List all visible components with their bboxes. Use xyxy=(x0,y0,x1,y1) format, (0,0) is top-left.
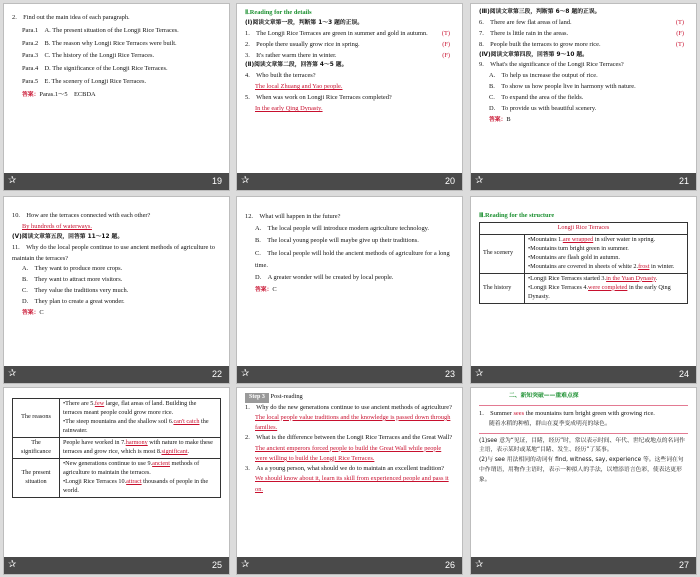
note-1: (1)see 意为“见证，目睹，经历”时，常以表示时间、年代、世纪或地点的名词作主语，表示某时或某地“目睹、发生、经历”了某事。 xyxy=(479,437,685,454)
slide-footer xyxy=(237,173,462,190)
question-10: 10. How are the terraces connected with each other? xyxy=(12,212,151,219)
option: A. The local people will introduce modern agriculture technology. xyxy=(255,225,430,233)
option: A. They want to produce more crops. xyxy=(22,265,123,273)
option: A. To help us increase the output of rice. xyxy=(489,72,598,80)
slide-20[interactable] xyxy=(236,3,463,191)
tf-item: 3. It's rather warm there in winter. (F) xyxy=(245,51,450,59)
row-label: The history xyxy=(480,273,525,303)
question-12: 12. What will happen in the future? xyxy=(245,213,341,220)
sub-heading: (Ⅴ)阅读文章第五段，回答第 11～12 题。 xyxy=(12,233,124,240)
slide-25[interactable] xyxy=(3,387,230,575)
sub-heading: (Ⅳ)阅读文章第四段，回答第 9～10 题。 xyxy=(479,51,588,58)
scenery-cell: •Mountains 1.are wrapped in silver water in spring. •Mountains turn bright green in summer. •Mountains are flash gold in autumn. •Mountains are covered in sheets of white 2.frost in winter. xyxy=(525,234,688,273)
answer: 答案：C xyxy=(255,286,277,294)
answer-5: In the early Qing Dynasty. xyxy=(255,104,323,112)
slide-footer xyxy=(237,557,462,574)
page-number: 22 xyxy=(211,369,222,379)
question-4: 4. Who built the terraces? xyxy=(245,72,316,80)
example-translation: 随着水稻的种植，群山在夏季变成明亮的绿色。 xyxy=(489,420,611,427)
para-item: Para.4 D. The significance of the Longji Rice Terraces. xyxy=(22,65,168,73)
option: B. The local young people will maybe give up their traditions. xyxy=(255,237,419,245)
slide-27[interactable] xyxy=(470,387,697,575)
page-number: 23 xyxy=(444,369,455,379)
slide-footer xyxy=(471,557,696,574)
answer-10: By hundreds of waterways. xyxy=(22,222,92,230)
answer: 答案：C xyxy=(22,308,44,316)
slide-19[interactable] xyxy=(3,3,230,191)
page-number: 24 xyxy=(678,369,689,379)
question-5: 5. When was work on Longji Rice Terraces completed? xyxy=(245,94,392,102)
star-icon[interactable]: ✰ xyxy=(241,559,250,570)
answer: 答案：B xyxy=(489,115,511,123)
section-heading: Ⅲ.Reading for the structure xyxy=(479,212,555,219)
star-icon[interactable]: ✰ xyxy=(475,175,484,186)
slide-23[interactable] xyxy=(236,196,463,384)
star-icon[interactable]: ✰ xyxy=(8,368,17,379)
slide-footer xyxy=(471,366,696,383)
question-2: 2. What is the difference between the Longji Rice Terraces and the Great Wall? xyxy=(245,434,453,442)
section-heading: Ⅱ.Reading for the details xyxy=(245,9,312,16)
sub-heading: (Ⅲ)阅读文章第三段，判断第 6～8 题的正误。 xyxy=(479,9,601,15)
star-icon[interactable]: ✰ xyxy=(475,559,484,570)
question-9: 9. What's the significance of the Longji Rice Terraces? xyxy=(479,61,624,69)
page-number: 19 xyxy=(211,176,222,186)
divider xyxy=(479,405,688,406)
slide-footer xyxy=(471,173,696,190)
question-2: 2. Find out the main idea of each paragraph. xyxy=(12,14,130,21)
row-label: The significance xyxy=(13,437,60,458)
sub-heading: (Ⅱ)阅读文章第二段，回答第 4～5 题。 xyxy=(245,62,348,69)
para-item: Para.5 E. The scenery of Longji Rice Terraces. xyxy=(22,78,147,86)
option: B. They want to attract more visitors. xyxy=(22,276,123,284)
option: C. To expand the area of the fields. xyxy=(489,94,584,102)
tf-item: 7. There is little rain in the areas. (F) xyxy=(479,29,684,37)
star-icon[interactable]: ✰ xyxy=(241,175,250,186)
slide-footer xyxy=(4,557,229,574)
slide-24[interactable] xyxy=(470,196,697,384)
step-badge: Step 3 xyxy=(245,393,269,403)
page-number: 20 xyxy=(444,176,455,186)
page-number: 25 xyxy=(211,560,222,570)
answer: 答案：Paras.1～5 ECBDA xyxy=(22,90,96,98)
answer-3: We should know about it, learn its skill from experienced people and pass it on. xyxy=(255,475,449,493)
significance-cell: People have worked in 7.harmony with nature to make these terraces and grow rice, which is most 8.significant. xyxy=(60,437,221,458)
slide-26[interactable] xyxy=(236,387,463,575)
step-title: Post-reading xyxy=(270,393,303,400)
slide-footer xyxy=(4,366,229,383)
para-item: Para.3 C. The history of the Longji Rice Terraces. xyxy=(22,52,155,60)
star-icon[interactable]: ✰ xyxy=(475,368,484,379)
example-sentence: 1. Summer sees the mountains turn bright green with growing rice. xyxy=(479,409,655,417)
section-heading: 二、新知突破——重难点探 xyxy=(509,393,579,399)
option: C. They value the traditions very much. xyxy=(22,287,129,295)
option: B. To show us how people live in harmony with nature. xyxy=(489,83,636,91)
tf-item: 1. The Longji Rice Terraces are green in summer and gold in autumn. (T) xyxy=(245,29,450,37)
slide-footer xyxy=(4,173,229,190)
question-1: 1. Why do the new generations continue to use ancient methods of agriculture? xyxy=(245,403,452,411)
para-list xyxy=(12,25,221,102)
para-item: Para.2 B. The reason why Longji Rice Terraces were built. xyxy=(22,39,177,47)
tf-item: 8. People built the terraces to grow more rice. (T) xyxy=(479,40,684,48)
tf-item: 6. There are few flat areas of land. (T) xyxy=(479,18,684,26)
divider xyxy=(479,433,688,434)
slide-22[interactable] xyxy=(3,196,230,384)
page-number: 26 xyxy=(444,560,455,570)
option: C. The local people will hold the ancient methods of agriculture for a long time. xyxy=(255,249,450,269)
structure-table xyxy=(479,222,688,304)
answer-4: The local Zhuang and Yao people. xyxy=(255,83,343,91)
option: D. They plan to create a great wonder. xyxy=(22,298,125,306)
option: D. A greater wonder will be created by local people. xyxy=(255,273,394,281)
option: D. To provide us with beautiful scenery. xyxy=(489,104,597,112)
sub-heading: (Ⅰ)阅读文章第一段，判断第 1～3 题的正误。 xyxy=(245,19,364,26)
question-3: 3. As a young person, what should we do to maintain an excellent tradition? xyxy=(245,465,445,473)
row-label: The reasons xyxy=(13,399,60,438)
star-icon[interactable]: ✰ xyxy=(8,559,17,570)
answer-1: The local people value traditions and the knowledge is passed down through families. xyxy=(255,413,451,432)
page-number: 21 xyxy=(678,176,689,186)
slide-footer xyxy=(237,366,462,383)
row-label: The scenery xyxy=(480,234,525,273)
history-cell: •Longji Rice Terraces started 3.in the Yuan Dynasty. •Longji Rice Terraces 4.were completed in the early Qing Dynasty. xyxy=(525,273,688,303)
note-2: (2)与 see 用法相同的动词有 find, witness, say, experience 等。这些词在句中作谓语，用物作主语时，表示一种拟人的手法，以增添语言色彩，使表达更形象。 xyxy=(479,457,684,483)
star-icon[interactable]: ✰ xyxy=(8,175,17,186)
page-number: 27 xyxy=(678,560,689,570)
row-label: The present situation xyxy=(13,458,60,497)
reasons-cell: •There are 5.few large, flat areas of land. Building the terraces meant people could grow more rice. •The steep mountains and the shallow soil 6.can't catch the rainwater. xyxy=(60,399,221,438)
table-title: Longji Rice Terraces xyxy=(480,222,688,234)
para-item: Para.1 A. The present situation of the Longji Rice Terraces. xyxy=(22,26,179,34)
answer-2: The ancient emperors forced people to build the Great Wall while people were willing to build the Longji Rice Terraces. xyxy=(255,444,442,462)
slide-21[interactable] xyxy=(470,3,697,191)
question-11: 11. Why do the local people continue to use ancient methods of agriculture to maintain the terraces? xyxy=(12,243,215,262)
structure-table xyxy=(12,398,221,498)
star-icon[interactable]: ✰ xyxy=(241,368,250,379)
tf-item: 2. People there usually grow rice in spring. (F) xyxy=(245,40,450,48)
step-header xyxy=(245,392,454,403)
situation-cell: •New generations continue to use 9.ancient methods of agriculture to maintain the terraces. •Longji Rice Terraces 10.attract thousands of people in the world. xyxy=(60,458,221,497)
